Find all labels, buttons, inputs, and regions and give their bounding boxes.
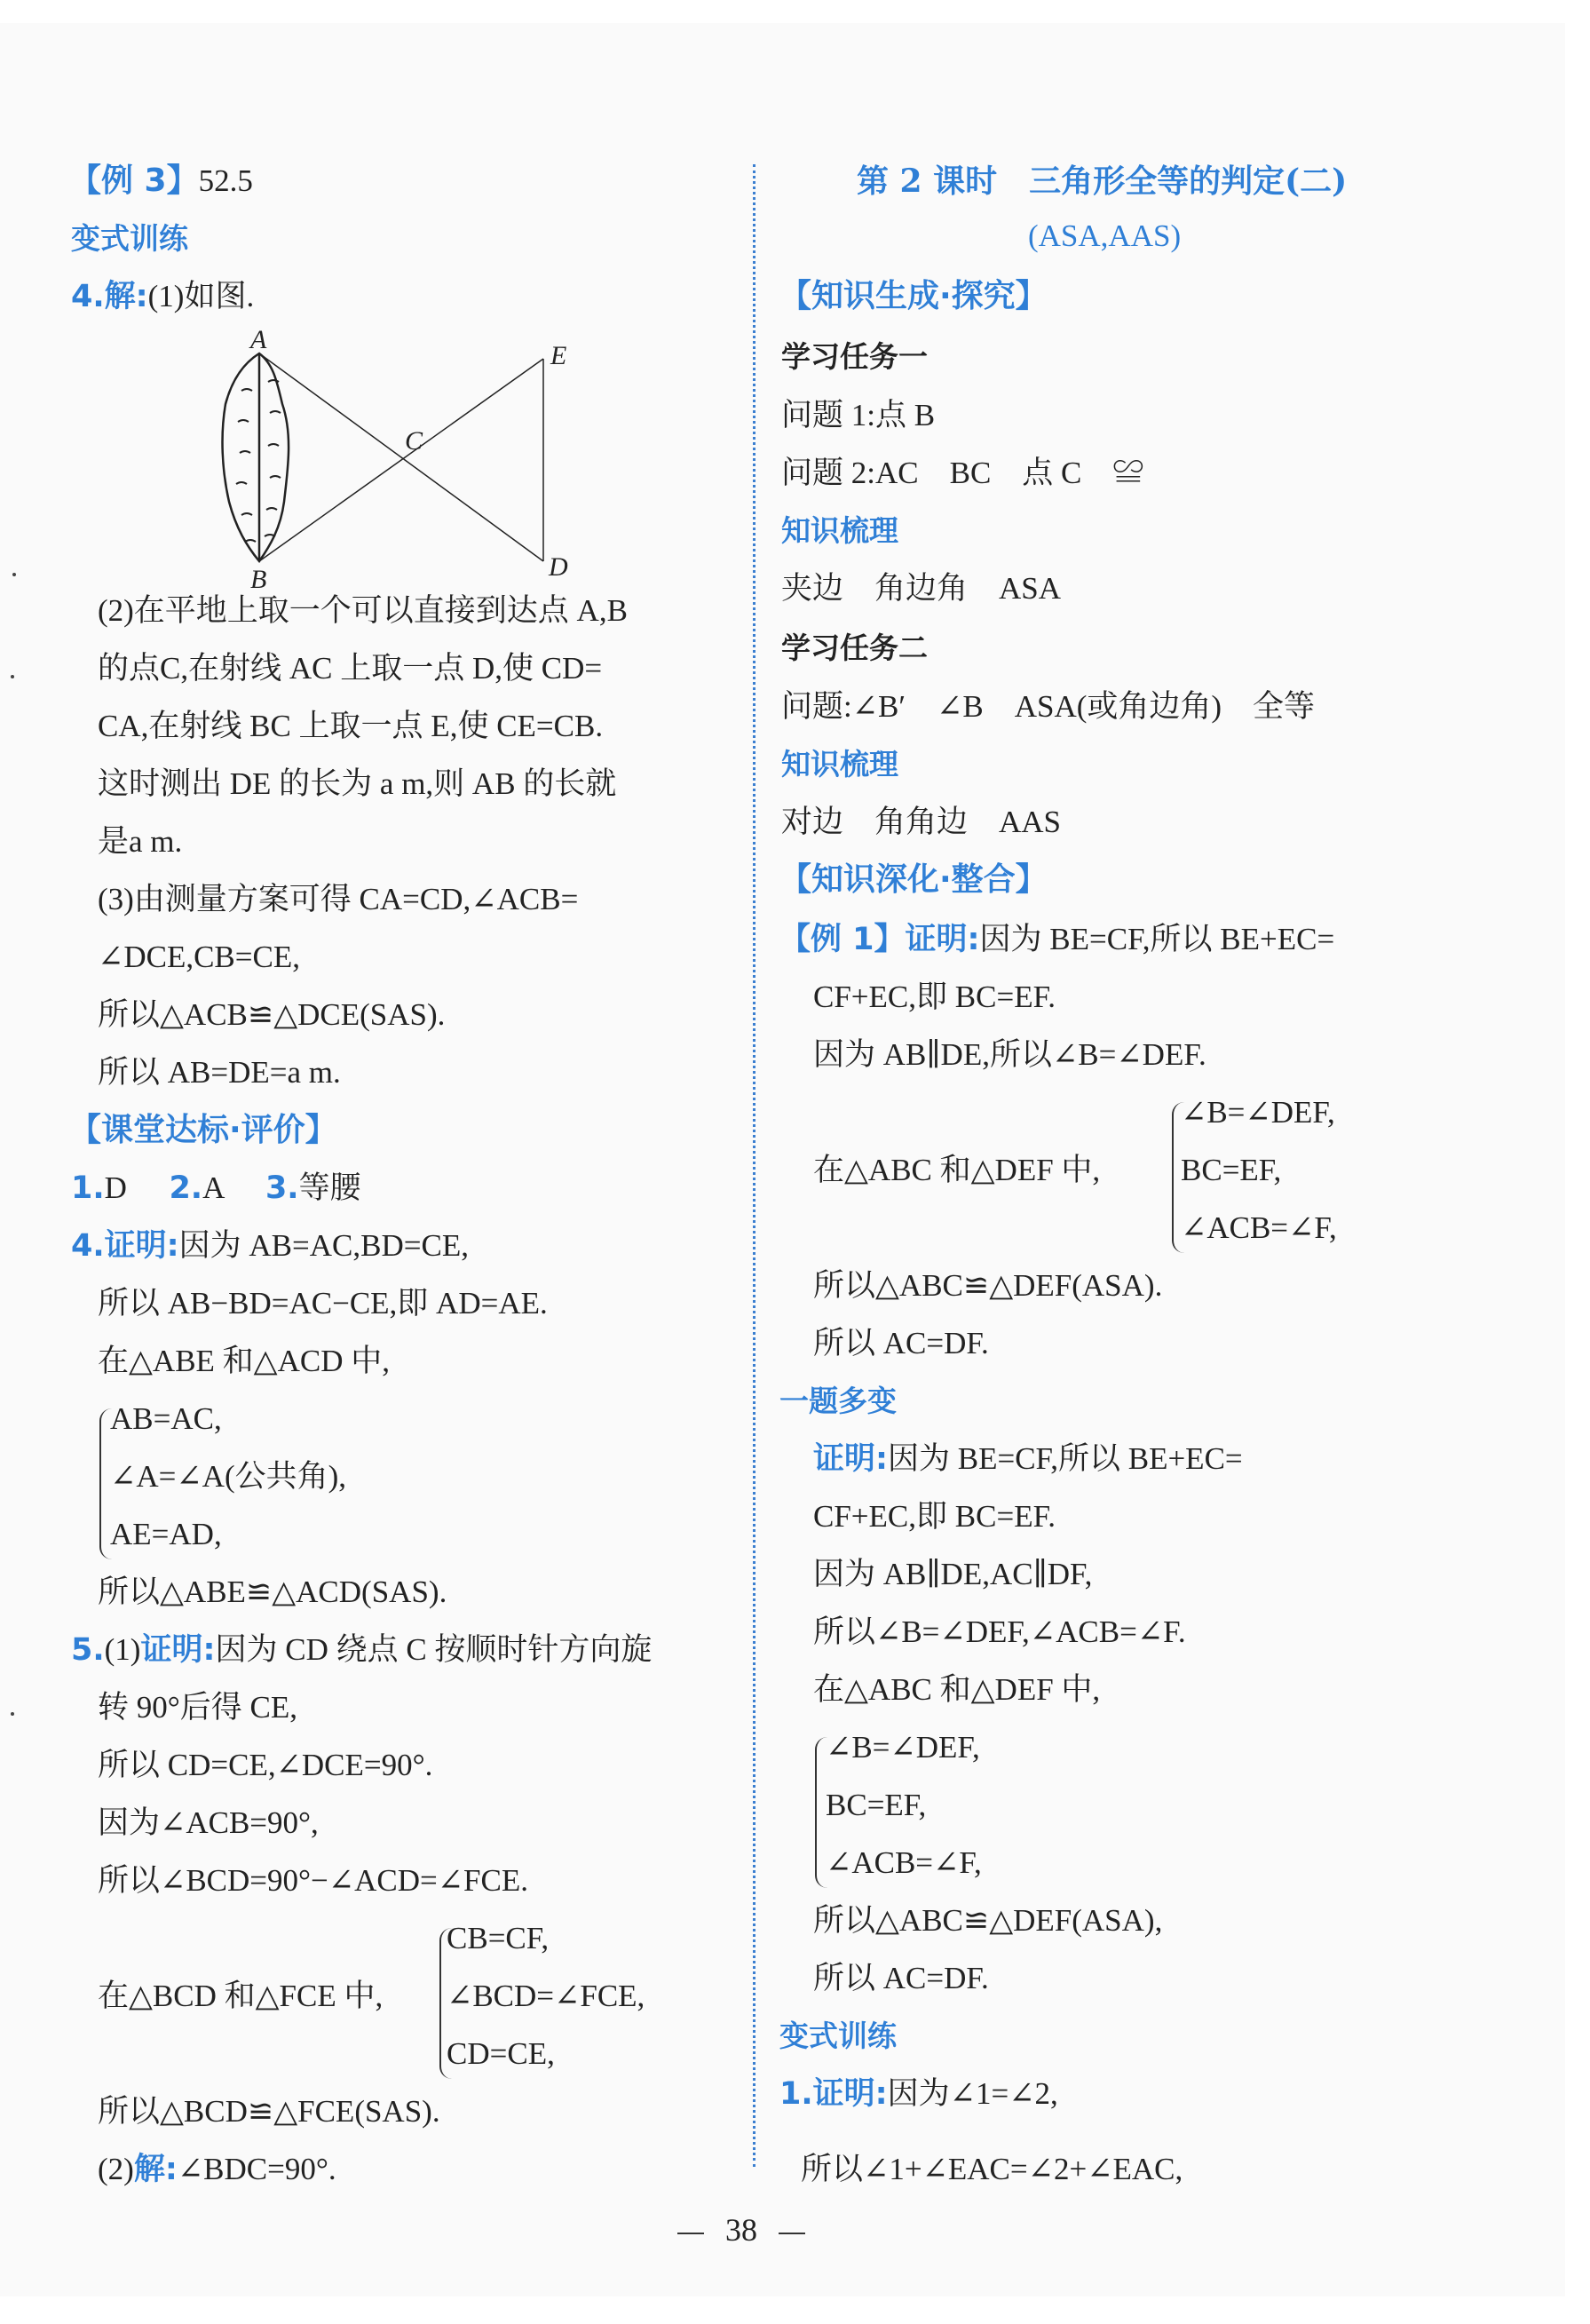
answer-1-value: D <box>104 1170 127 1205</box>
example-1-system-3: ∠ACB=∠F, <box>1181 1210 1337 1245</box>
q4b-system-3: AE=AD, <box>110 1517 222 1551</box>
label-E: E <box>550 341 567 370</box>
variant-training-heading: 变式训练 <box>71 221 188 256</box>
q4b-number: 4. <box>71 1228 105 1264</box>
q4-part3-line-3: 所以△ACB≌△DCE(SAS). <box>98 997 446 1032</box>
q5-line-3: 所以 CD=CE,∠DCE=90°. <box>98 1748 433 1782</box>
pond-shape <box>223 353 289 561</box>
page-number-dash-left <box>677 2233 704 2234</box>
q4-part2-line-4: 这时测出 DE 的长为 a m,则 AB 的长就 <box>98 766 617 801</box>
multi-variant-heading: 一题多变 <box>779 1384 897 1418</box>
example-1-line-1 <box>779 920 1334 959</box>
q5-conclusion: 所以△BCD≌△FCE(SAS). <box>98 2094 440 2129</box>
q5-proof-label: 证明: <box>140 1632 216 1668</box>
scan-speck <box>12 573 16 576</box>
q4-part2-line-2: 的点C,在射线 AC 上取一点 D,使 CD= <box>98 651 603 686</box>
task-1-question-1: 问题 1:点 B <box>781 398 936 432</box>
answer-2-value: A <box>202 1170 224 1205</box>
q5-line-2: 转 90°后得 CE, <box>98 1690 297 1725</box>
q5-line-5: 所以∠BCD=90°−∠ACD=∠FCE. <box>98 1863 528 1898</box>
variant-1-line-1 <box>779 2074 1058 2114</box>
answer-3-number: 3. <box>265 1170 299 1206</box>
label-C: C <box>405 426 423 456</box>
classroom-assessment-heading: 【课堂达标·评价】 <box>69 1112 337 1148</box>
summary-1-heading: 知识梳理 <box>781 513 898 548</box>
variant-1-number: 1. <box>779 2076 813 2112</box>
multi-variant-system-3: ∠ACB=∠F, <box>826 1845 982 1880</box>
q5-number: 5. <box>71 1632 105 1668</box>
example-1-conclusion-1: 所以△ABC≌△DEF(ASA). <box>813 1268 1163 1303</box>
q4-part3-line-4: 所以 AB=DE=a m. <box>98 1055 341 1090</box>
q4-solution-label: 解: <box>104 279 148 314</box>
q4b-conclusion: 所以△ABE≌△ACD(SAS). <box>98 1574 447 1609</box>
variant-1-proof-label: 证明: <box>812 2076 888 2112</box>
q4-number: 4. <box>71 279 105 314</box>
multi-variant-line-4: 所以∠B=∠DEF,∠ACB=∠F. <box>813 1614 1186 1649</box>
scan-speck <box>11 675 14 678</box>
example-3-value: 52.5 <box>198 163 253 198</box>
multi-variant-system-1: ∠B=∠DEF, <box>826 1730 980 1765</box>
example-1-system-lead: 在△ABC 和△DEF 中, <box>813 1153 1101 1187</box>
short-answers <box>71 1169 361 1208</box>
answer-2-number: 2. <box>169 1170 203 1206</box>
q4-part2-line-1: (2)在平地上取一个可以直接到达点 A,B <box>98 593 628 628</box>
q5-line-4: 因为∠ACB=90°, <box>98 1805 319 1840</box>
q4b-first: 因为 AB=AC,BD=CE, <box>178 1228 469 1263</box>
multi-variant-line-1 <box>813 1440 1243 1479</box>
q4-line-1 <box>71 277 254 316</box>
lesson-title-line-1: 第 2 课时 三角形全等的判定(二) <box>857 163 1348 200</box>
q4b-line-1 <box>71 1226 469 1265</box>
multi-variant-line-3: 因为 AB∥DE,AC∥DF, <box>813 1557 1093 1591</box>
variant-training-heading-right: 变式训练 <box>779 2019 897 2053</box>
q4b-proof-label: 证明: <box>104 1228 179 1264</box>
example-3-answer <box>69 162 253 201</box>
multi-variant-first: 因为 BE=CF,所以 BE+EC= <box>888 1441 1243 1476</box>
page-number <box>0 2211 1483 2249</box>
example-1-line-2: CF+EC,即 BC=EF. <box>813 980 1056 1014</box>
q5-system-2: ∠BCD=∠FCE, <box>447 1979 645 2013</box>
q5-part2-text: ∠BDC=90°. <box>177 2152 336 2186</box>
q5-part2-prefix: (2) <box>98 2152 134 2186</box>
summary-2-text: 对边 角角边 AAS <box>781 805 1062 839</box>
example-3-label: 【例 3】 <box>69 163 199 199</box>
answer-3-value: 等腰 <box>298 1170 361 1205</box>
task-1-question-2: 问题 2:AC BC 点 C ≌ <box>781 456 1144 490</box>
q4b-system-2: ∠A=∠A(公共角), <box>110 1459 347 1494</box>
q5-part1-prefix: (1) <box>104 1632 141 1667</box>
lesson-title-line-2: (ASA,AAS) <box>1028 218 1182 253</box>
variant-1-line-2: 所以∠1+∠EAC=∠2+∠EAC, <box>801 2152 1183 2186</box>
q4-part1: (1)如图. <box>147 279 255 313</box>
q4b-system-1: AB=AC, <box>110 1401 222 1436</box>
multi-variant-conclusion-2: 所以 AC=DF. <box>813 1961 989 1995</box>
multi-variant-system-2: BC=EF, <box>826 1788 927 1822</box>
answer-1-number: 1. <box>71 1170 105 1206</box>
example-1-first: 因为 BE=CF,所以 BE+EC= <box>979 922 1335 956</box>
q5-line-1 <box>71 1630 652 1670</box>
q4-part2-line-5: 是a m. <box>98 824 183 859</box>
label-A: A <box>250 325 267 354</box>
summary-2-heading: 知识梳理 <box>781 747 898 781</box>
q4-part2-line-3: CA,在射线 BC 上取一点 E,使 CE=CB. <box>98 709 604 743</box>
knowledge-deepening-heading: 【知识深化·整合】 <box>779 861 1048 898</box>
q5-system-3: CD=CE, <box>447 2036 555 2071</box>
scan-speck <box>11 1712 14 1716</box>
label-D: D <box>549 552 568 582</box>
example-1-label: 【例 1】证明: <box>779 922 980 957</box>
variant-1-first: 因为∠1=∠2, <box>887 2076 1058 2111</box>
multi-variant-line-2: CF+EC,即 BC=EF. <box>813 1499 1056 1534</box>
geometry-figure <box>195 325 613 594</box>
multi-variant-line-5: 在△ABC 和△DEF 中, <box>813 1672 1101 1707</box>
example-1-line-3: 因为 AB∥DE,所以∠B=∠DEF. <box>813 1037 1206 1072</box>
q5-system-lead: 在△BCD 和△FCE 中, <box>98 1979 384 2013</box>
q4-part3-line-2: ∠DCE,CB=CE, <box>98 940 300 974</box>
column-divider <box>753 164 755 2167</box>
knowledge-generation-heading: 【知识生成·探究】 <box>779 278 1048 314</box>
q5-system-1: CB=CF, <box>447 1921 550 1955</box>
q4-part3-line-1: (3)由测量方案可得 CA=CD,∠ACB= <box>98 882 579 916</box>
page-number-value: 38 <box>725 2212 757 2248</box>
summary-1-text: 夹边 角边角 ASA <box>781 571 1062 606</box>
q5-part2 <box>98 2150 336 2189</box>
q4b-line-3: 在△ABE 和△ACD 中, <box>98 1344 390 1378</box>
q5-part2-label: 解: <box>133 2152 178 2187</box>
example-1-conclusion-2: 所以 AC=DF. <box>813 1326 989 1360</box>
task-1-heading: 学习任务一 <box>781 339 928 374</box>
multi-variant-conclusion-1: 所以△ABC≌△DEF(ASA), <box>813 1903 1163 1938</box>
task-2-heading: 学习任务二 <box>781 631 928 665</box>
example-1-system-1: ∠B=∠DEF, <box>1181 1095 1335 1130</box>
example-1-system-2: BC=EF, <box>1181 1153 1282 1187</box>
q5-first: 因为 CD 绕点 C 按顺时针方向旋 <box>215 1632 653 1667</box>
q4b-line-2: 所以 AB−BD=AC−CE,即 AD=AE. <box>98 1286 548 1321</box>
task-2-question: 问题:∠B′ ∠B ASA(或角边角) 全等 <box>781 689 1316 724</box>
page-number-dash-right <box>779 2233 805 2234</box>
multi-variant-proof-label: 证明: <box>813 1441 888 1477</box>
label-B: B <box>250 565 267 594</box>
